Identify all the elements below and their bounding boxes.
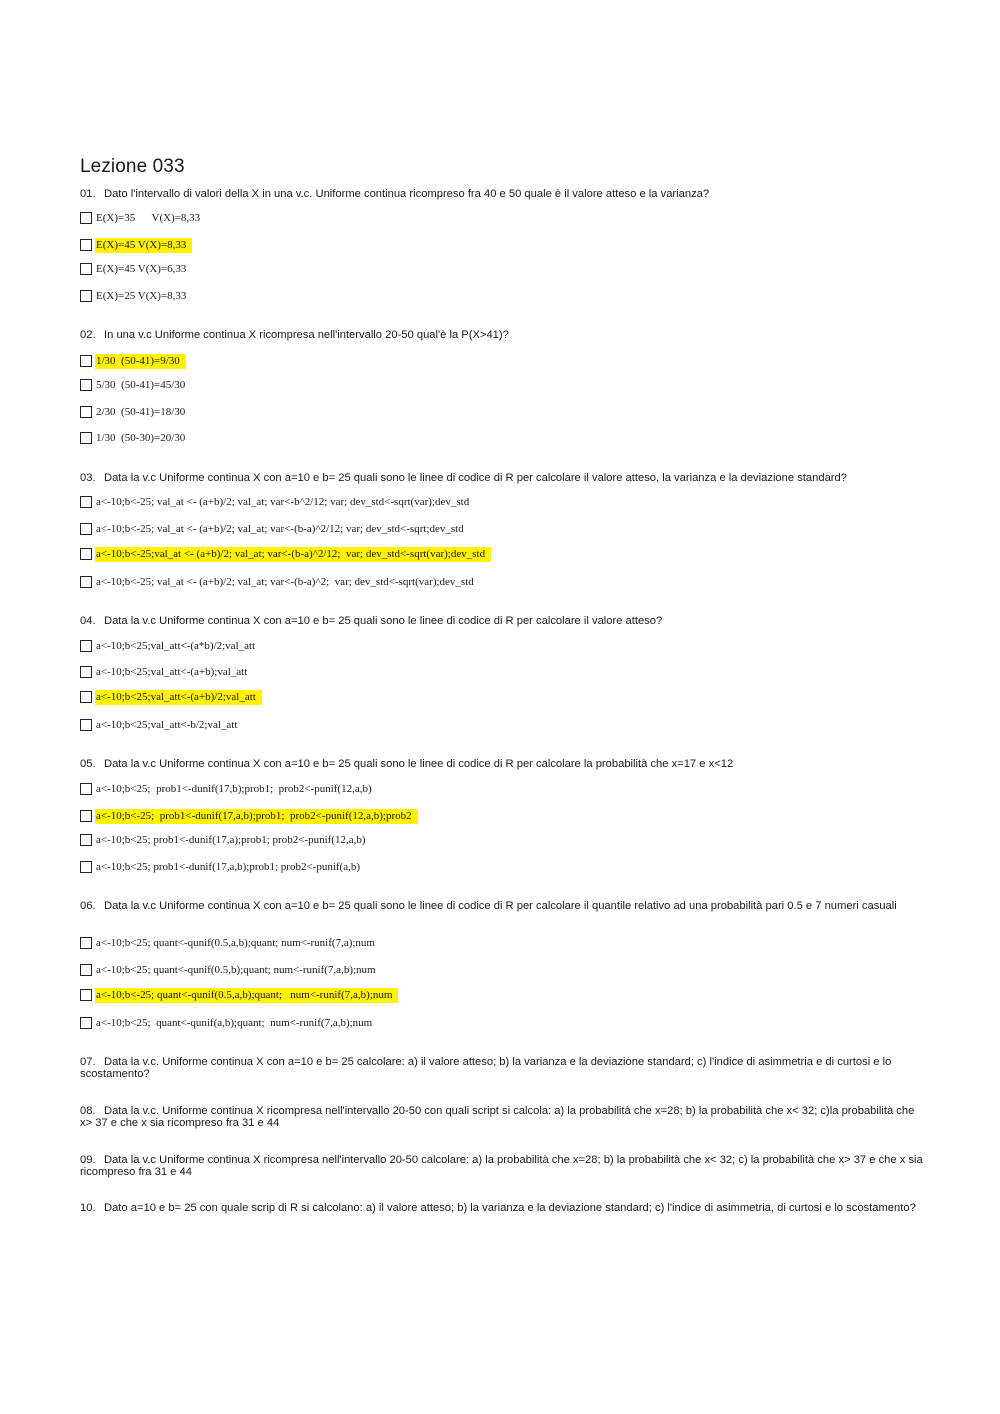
answer-option[interactable]: [80, 664, 249, 680]
option-text: a<-10;b<-25;val_at <- (a+b)/2; val_at; var<-(b-a)^2/12; var; dev_std<-sqrt(var);dev_std: [95, 547, 491, 562]
question-01: [80, 188, 925, 200]
question-text: Data la v.c. Uniforme continua X ricompresa nell'intervallo 20-50 con quali script si calcola: a) la probabilità che x=28; b) la probabilità che x< 32; c)la probabilità che x> 37 e che x sia ricompreso fra 31 e 44: [80, 1105, 915, 1129]
checkbox-icon[interactable]: [80, 964, 92, 976]
option-text: a<-10;b<25; prob1<-dunif(17,a,b);prob1; prob2<-punif(a,b): [96, 860, 361, 873]
checkbox-icon[interactable]: [80, 523, 92, 535]
answer-option-highlighted[interactable]: [80, 689, 262, 705]
option-text: a<-10;b<-25; val_at <- (a+b)/2; val_at; var<-(b-a)^2/12; var; dev_std<-sqrt;dev_std: [96, 522, 464, 535]
question-number: 04.: [80, 615, 96, 627]
option-text: a<-10;b<25; quant<-qunif(0.5,b);quant; num<-runif(7,a,b);num: [96, 963, 376, 976]
checkbox-icon[interactable]: [80, 355, 92, 367]
checkbox-icon[interactable]: [80, 937, 92, 949]
answer-option[interactable]: [80, 717, 239, 733]
answer-option[interactable]: [80, 210, 202, 226]
option-text: a<-10;b<25;val_att<-(a+b);val_att: [96, 665, 248, 678]
option-text: E(X)=45 V(X)=8,33: [95, 238, 192, 253]
option-text: 1/30 (50-41)=9/30: [95, 354, 186, 369]
question-text: Data la v.c Uniforme continua X con a=10 e b= 25 quali sono le linee di codice di R per calcolare il valore atteso?: [104, 615, 663, 627]
checkbox-icon[interactable]: [80, 212, 92, 224]
answer-option[interactable]: [80, 494, 471, 510]
checkbox-icon[interactable]: [80, 666, 92, 678]
option-text: a<-10;b<25; quant<-qunif(0.5,a,b);quant; num<-runif(7,a);num: [96, 936, 375, 949]
answer-option[interactable]: [80, 377, 187, 393]
question-09: [80, 1154, 925, 1178]
checkbox-icon[interactable]: [80, 379, 92, 391]
checkbox-icon[interactable]: [80, 834, 92, 846]
question-text: Data la v.c. Uniforme continua X con a=10 e b= 25 calcolare: a) il valore atteso; b) la varianza e la deviazione standard; c) l'indice di asimmetria e di curtosi e lo scostamento?: [80, 1056, 892, 1080]
answer-option[interactable]: [80, 261, 188, 277]
option-text: E(X)=35 V(X)=8,33: [96, 211, 201, 224]
question-number: 02.: [80, 329, 96, 341]
checkbox-icon[interactable]: [80, 861, 92, 873]
answer-option-highlighted[interactable]: [80, 987, 398, 1003]
question-04: [80, 615, 925, 627]
checkbox-icon[interactable]: [80, 239, 92, 251]
answer-option[interactable]: [80, 404, 187, 420]
answer-option[interactable]: [80, 521, 466, 537]
answer-option[interactable]: [80, 859, 362, 875]
answer-option[interactable]: [80, 935, 377, 951]
checkbox-icon[interactable]: [80, 1017, 92, 1029]
checkbox-icon[interactable]: [80, 640, 92, 652]
question-text: In una v.c Uniforme continua X ricompresa nell'intervallo 20-50 qual'è la P(X>41)?: [104, 329, 509, 341]
answer-option[interactable]: [80, 638, 257, 654]
checkbox-icon[interactable]: [80, 290, 92, 302]
checkbox-icon[interactable]: [80, 810, 92, 822]
answer-option[interactable]: [80, 574, 476, 590]
option-text: a<-10;b<25;val_att<-(a*b)/2;val_att: [96, 639, 256, 652]
question-08: [80, 1105, 925, 1129]
question-07: [80, 1056, 925, 1080]
question-03: [80, 472, 925, 484]
answer-option-highlighted[interactable]: [80, 808, 418, 824]
question-text: Data la v.c Uniforme continua X con a=10 e b= 25 quali sono le linee di codice di R per calcolare il valore atteso, la varianza e la deviazione standard?: [104, 472, 847, 484]
question-number: 03.: [80, 472, 96, 484]
answer-option[interactable]: [80, 430, 187, 446]
checkbox-icon[interactable]: [80, 406, 92, 418]
checkbox-icon[interactable]: [80, 783, 92, 795]
question-02: [80, 329, 925, 341]
answer-option-highlighted[interactable]: [80, 546, 491, 562]
page-title: Lezione 033: [80, 156, 185, 177]
question-text: Data la v.c Uniforme continua X con a=10 e b= 25 quali sono le linee di codice di R per calcolare la probabilità che x=17 e x<12: [104, 758, 734, 770]
question-05: [80, 758, 925, 770]
answer-option-highlighted[interactable]: [80, 237, 192, 253]
option-text: a<-10;b<-25; val_at <- (a+b)/2; val_at; var<-(b-a)^2; var; dev_std<-sqrt(var);dev_std: [96, 575, 474, 588]
question-number: 07.: [80, 1056, 96, 1068]
checkbox-icon[interactable]: [80, 432, 92, 444]
answer-option[interactable]: [80, 832, 368, 848]
option-text: 1/30 (50-30)=20/30: [96, 431, 186, 444]
question-number: 06.: [80, 900, 96, 912]
option-text: a<-10;b<25;val_att<-(a+b)/2;val_att: [95, 690, 262, 705]
checkbox-icon[interactable]: [80, 719, 92, 731]
option-text: E(X)=25 V(X)=8,33: [96, 289, 187, 302]
option-text: a<-10;b<-25; prob1<-dunif(17,a,b);prob1; prob2<-punif(12,a,b);prob2: [95, 809, 418, 824]
option-text: E(X)=45 V(X)=6,33: [96, 262, 187, 275]
question-text: Data la v.c Uniforme continua X ricompresa nell'intervallo 20-50 calcolare: a) la probabilità che x=28; b) la probabilità che x< 32; c) la probabilità che x> 37 e che x sia ricompreso fra 31 e 44: [80, 1154, 923, 1178]
question-number: 10.: [80, 1202, 96, 1214]
checkbox-icon[interactable]: [80, 263, 92, 275]
question-10: [80, 1202, 925, 1214]
question-text: Dato l'intervallo di valori della X in una v.c. Uniforme continua ricompreso fra 40 e 50 quale è il valore atteso e la varianza?: [104, 188, 710, 200]
answer-option[interactable]: [80, 962, 378, 978]
question-text: Dato a=10 e b= 25 con quale scrip di R si calcolano: a) il valore atteso; b) la varianza e la deviazione standard; c) l'indice di asimmetria, di curtosi e lo scostamento?: [104, 1202, 916, 1214]
answer-option-highlighted[interactable]: [80, 353, 186, 369]
answer-option[interactable]: [80, 1015, 374, 1031]
question-number: 09.: [80, 1154, 96, 1166]
option-text: a<-10;b<-25; quant<-qunif(0.5,a,b);quant; num<-runif(7,a,b);num: [95, 988, 398, 1003]
checkbox-icon[interactable]: [80, 989, 92, 1001]
option-text: 2/30 (50-41)=18/30: [96, 405, 186, 418]
answer-option[interactable]: [80, 781, 374, 797]
question-text: Data la v.c Uniforme continua X con a=10 e b= 25 quali sono le linee di codice di R per calcolare il quantile relativo ad una probabilità pari 0.5 e 7 numeri casuali: [104, 900, 897, 912]
answer-option[interactable]: [80, 288, 188, 304]
checkbox-icon[interactable]: [80, 691, 92, 703]
option-text: a<-10;b<25; quant<-qunif(a,b);quant; num<-runif(7,a,b);num: [96, 1016, 373, 1029]
checkbox-icon[interactable]: [80, 548, 92, 560]
checkbox-icon[interactable]: [80, 496, 92, 508]
checkbox-icon[interactable]: [80, 576, 92, 588]
option-text: a<-10;b<25; prob1<-dunif(17,b);prob1; prob2<-punif(12,a,b): [96, 782, 372, 795]
question-06: [80, 900, 925, 912]
option-text: a<-10;b<25;val_att<-b/2;val_att: [96, 718, 238, 731]
option-text: a<-10;b<-25; val_at <- (a+b)/2; val_at; var<-b^2/12; var; dev_std<-sqrt(var);dev_std: [96, 495, 470, 508]
question-number: 08.: [80, 1105, 96, 1117]
question-number: 01.: [80, 188, 96, 200]
option-text: a<-10;b<25; prob1<-dunif(17,a);prob1; prob2<-punif(12,a,b): [96, 833, 366, 846]
question-number: 05.: [80, 758, 96, 770]
option-text: 5/30 (50-41)=45/30: [96, 378, 186, 391]
